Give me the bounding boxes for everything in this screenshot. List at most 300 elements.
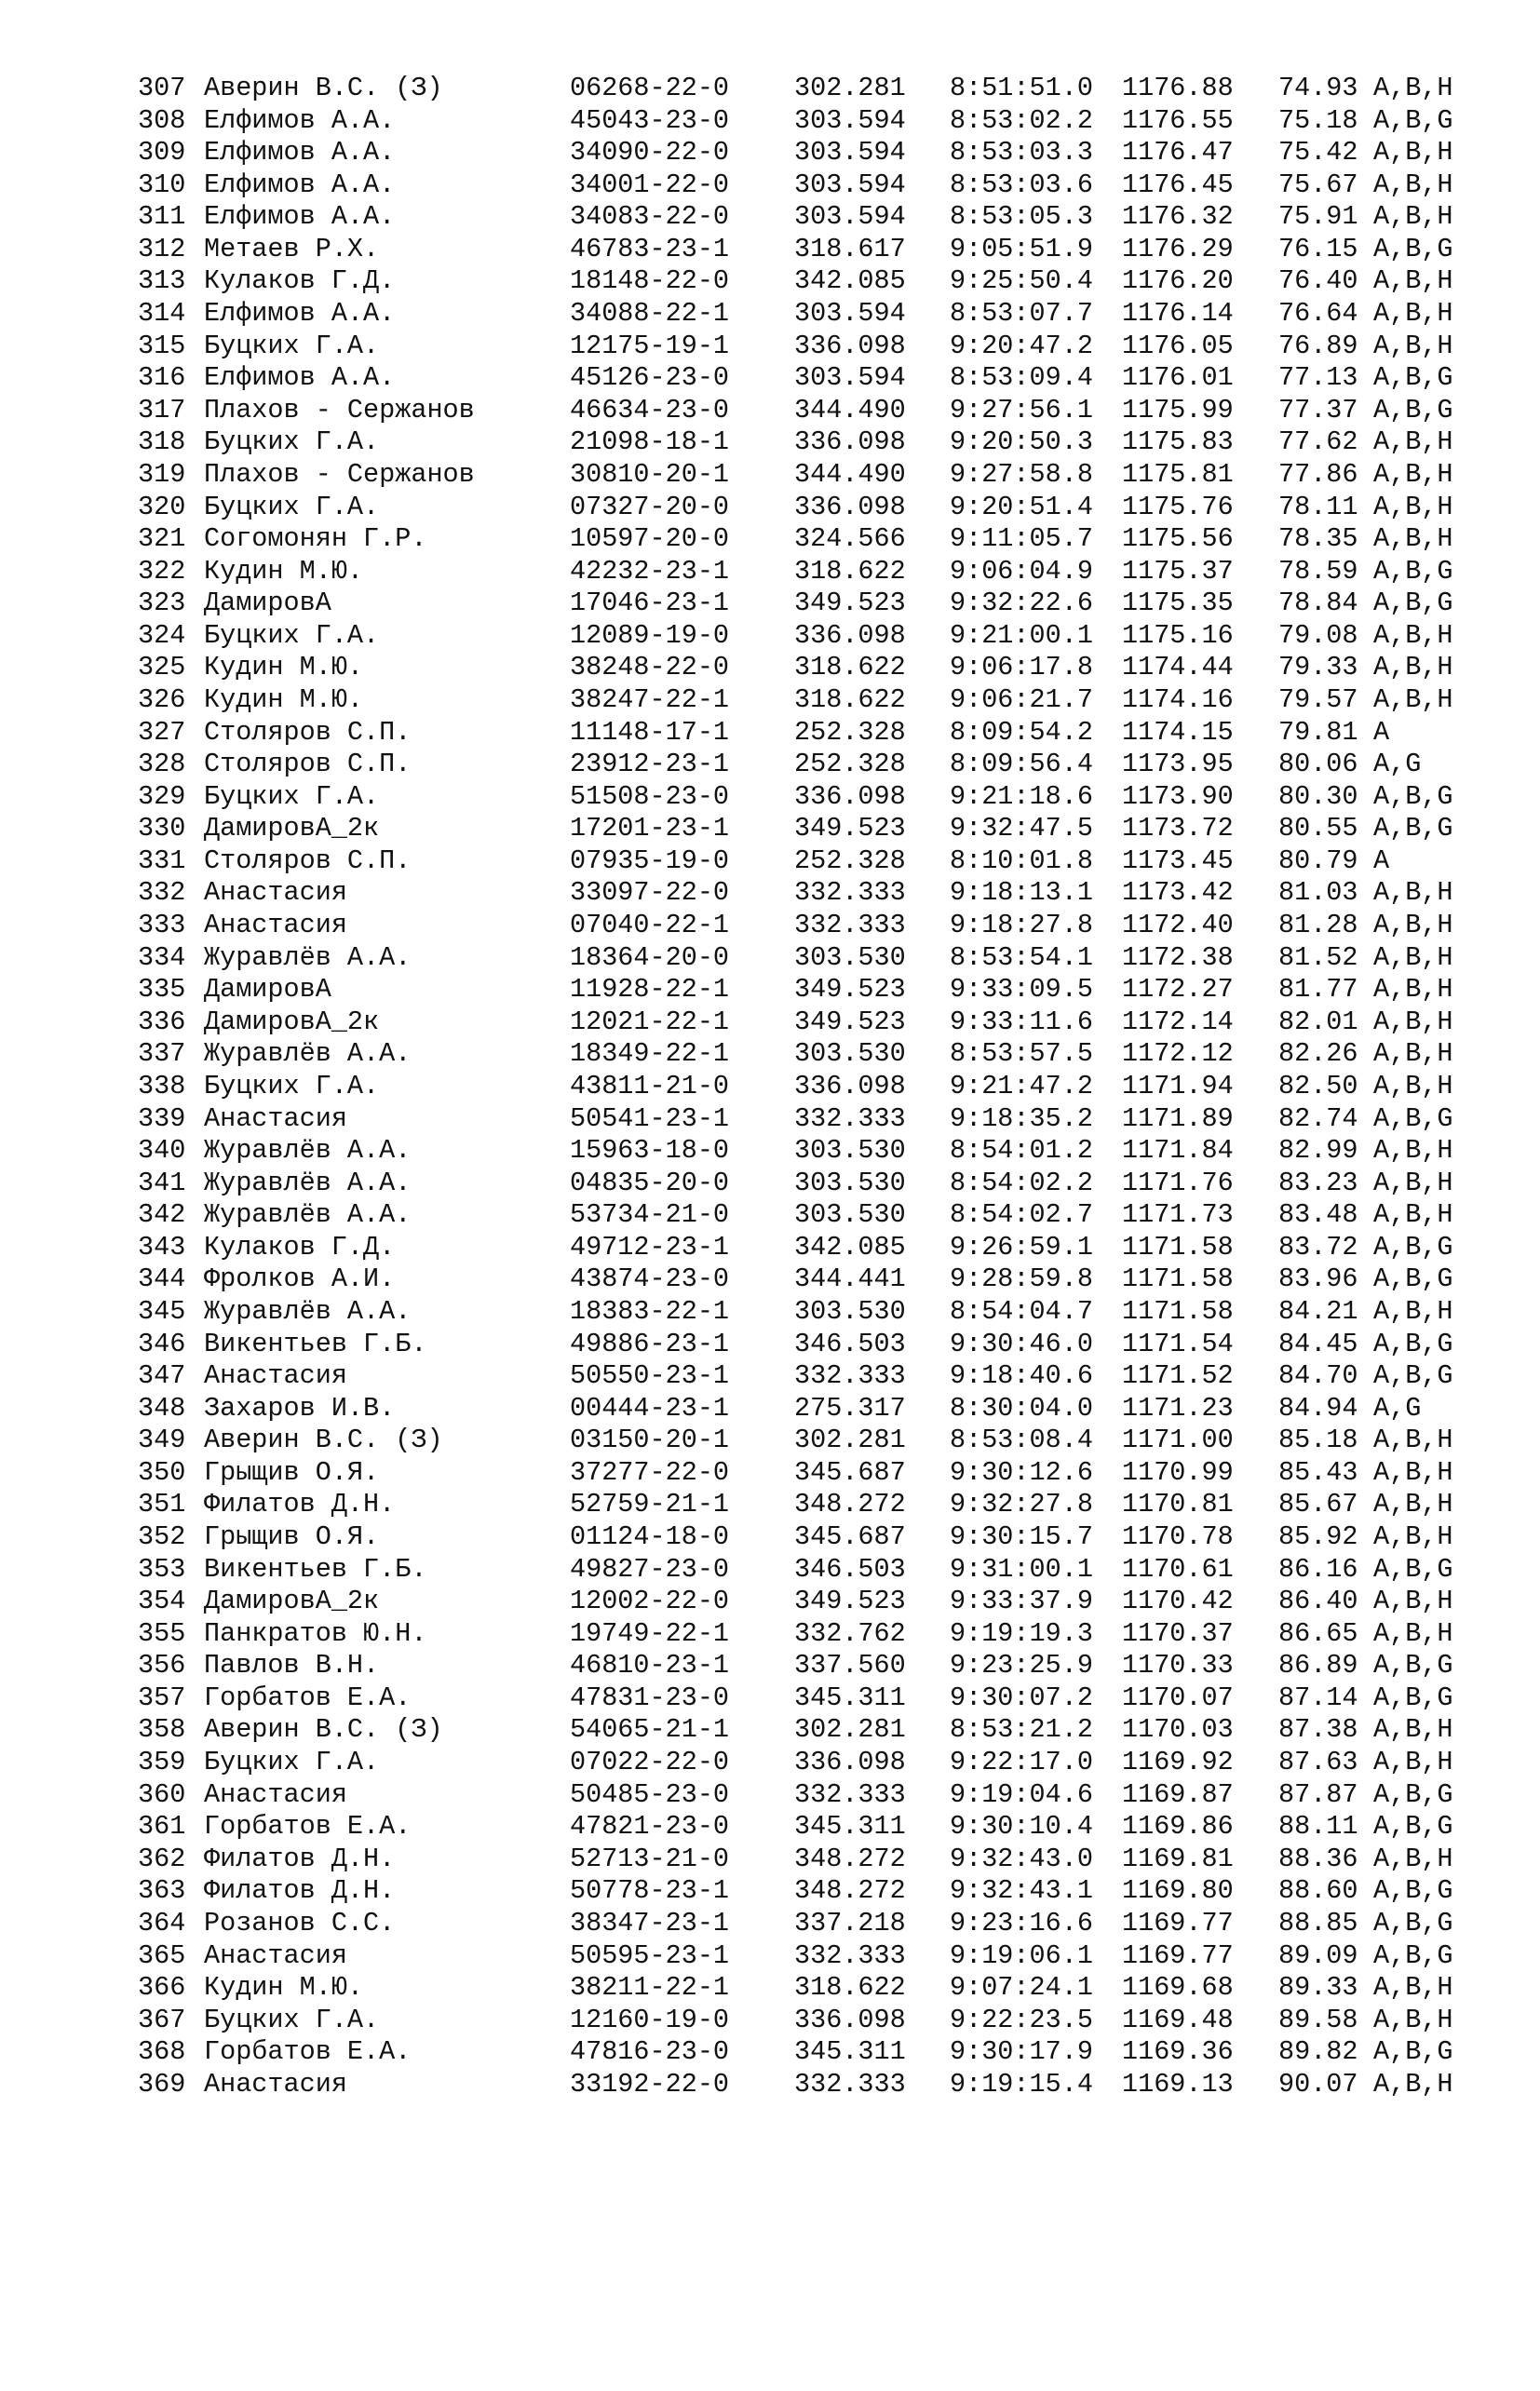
distance-km: 303.594 bbox=[794, 137, 906, 169]
arrival-time: 9:30:12.6 bbox=[950, 1456, 1093, 1488]
speed-value: 1169.13 bbox=[1122, 2068, 1234, 2100]
distance-km: 336.098 bbox=[794, 619, 906, 651]
fancier-name: ДамировА bbox=[204, 588, 331, 619]
ring-number: 17201-23-1 bbox=[570, 813, 730, 844]
speed-value: 1171.84 bbox=[1122, 1135, 1234, 1167]
speed-value: 1169.80 bbox=[1122, 1875, 1234, 1907]
category-flags: A,B,G bbox=[1373, 1778, 1453, 1810]
place-number: 311 bbox=[138, 201, 186, 233]
category-flags: A,B,G bbox=[1373, 1360, 1453, 1392]
distance-km: 332.333 bbox=[794, 2068, 906, 2100]
fancier-name: Анастасия bbox=[204, 910, 347, 941]
coefficient-value: 81.28 bbox=[1278, 910, 1358, 941]
distance-km: 318.622 bbox=[794, 1972, 906, 2004]
distance-km: 324.566 bbox=[794, 523, 906, 555]
coefficient-value: 88.60 bbox=[1278, 1875, 1358, 1907]
fancier-name: ДамировА_2к bbox=[204, 813, 380, 844]
place-number: 351 bbox=[138, 1489, 186, 1520]
category-flags: A,B,H bbox=[1373, 265, 1453, 297]
speed-value: 1169.77 bbox=[1122, 1939, 1234, 1971]
place-number: 346 bbox=[138, 1328, 186, 1359]
ring-number: 38347-23-1 bbox=[570, 1907, 730, 1938]
fancier-name: Буцких Г.А. bbox=[204, 330, 380, 361]
ring-number: 21098-18-1 bbox=[570, 426, 730, 458]
category-flags: A bbox=[1373, 716, 1390, 748]
distance-km: 345.311 bbox=[794, 2036, 906, 2068]
arrival-time: 9:06:04.9 bbox=[950, 555, 1093, 587]
result-row-343 bbox=[0, 1232, 1540, 1264]
fancier-name: Плахов - Сержанов bbox=[204, 458, 475, 490]
arrival-time: 9:32:43.1 bbox=[950, 1875, 1093, 1907]
place-number: 349 bbox=[138, 1425, 186, 1456]
fancier-name: Аверин В.С. (З) bbox=[204, 1714, 443, 1746]
fancier-name: Аверин В.С. (З) bbox=[204, 73, 443, 103]
ring-number: 34088-22-1 bbox=[570, 298, 730, 330]
ring-number: 45043-23-0 bbox=[570, 104, 730, 136]
fancier-name: Елфимов А.А. bbox=[204, 104, 396, 136]
place-number: 342 bbox=[138, 1199, 186, 1231]
category-flags: A,B,H bbox=[1373, 877, 1453, 909]
ring-number: 52713-21-0 bbox=[570, 1843, 730, 1874]
result-row-335 bbox=[0, 974, 1540, 1006]
result-row-366 bbox=[0, 1972, 1540, 2005]
speed-value: 1174.15 bbox=[1122, 716, 1234, 748]
arrival-time: 9:21:00.1 bbox=[950, 619, 1093, 651]
speed-value: 1173.72 bbox=[1122, 813, 1234, 844]
coefficient-value: 76.40 bbox=[1278, 265, 1358, 297]
result-row-334 bbox=[0, 942, 1540, 975]
place-number: 356 bbox=[138, 1650, 186, 1682]
fancier-name: Столяров С.П. bbox=[204, 716, 412, 748]
ring-number: 06268-22-0 bbox=[570, 73, 730, 103]
place-number: 366 bbox=[138, 1972, 186, 2004]
category-flags: A,B,H bbox=[1373, 1521, 1453, 1553]
coefficient-value: 82.99 bbox=[1278, 1135, 1358, 1167]
ring-number: 07022-22-0 bbox=[570, 1747, 730, 1778]
speed-value: 1171.76 bbox=[1122, 1167, 1234, 1198]
fancier-name: Елфимов А.А. bbox=[204, 201, 396, 233]
fancier-name: Анастасия bbox=[204, 877, 347, 909]
speed-value: 1169.92 bbox=[1122, 1747, 1234, 1778]
arrival-time: 9:18:35.2 bbox=[950, 1102, 1093, 1134]
category-flags: A,B,G bbox=[1373, 1263, 1453, 1295]
distance-km: 349.523 bbox=[794, 813, 906, 844]
speed-value: 1174.44 bbox=[1122, 652, 1234, 683]
arrival-time: 9:19:19.3 bbox=[950, 1617, 1093, 1649]
arrival-time: 9:21:18.6 bbox=[950, 780, 1093, 812]
speed-value: 1169.87 bbox=[1122, 1778, 1234, 1810]
coefficient-value: 77.13 bbox=[1278, 362, 1358, 394]
fancier-name: Буцких Г.А. bbox=[204, 619, 380, 651]
distance-km: 346.503 bbox=[794, 1328, 906, 1359]
place-number: 358 bbox=[138, 1714, 186, 1746]
result-row-349 bbox=[0, 1425, 1540, 1457]
speed-value: 1173.45 bbox=[1122, 844, 1234, 876]
place-number: 348 bbox=[138, 1392, 186, 1424]
place-number: 359 bbox=[138, 1747, 186, 1778]
place-number: 338 bbox=[138, 1070, 186, 1101]
ring-number: 54065-21-1 bbox=[570, 1714, 730, 1746]
distance-km: 336.098 bbox=[794, 491, 906, 522]
arrival-time: 8:09:54.2 bbox=[950, 716, 1093, 748]
arrival-time: 9:06:21.7 bbox=[950, 683, 1093, 715]
distance-km: 252.328 bbox=[794, 844, 906, 876]
coefficient-value: 78.11 bbox=[1278, 491, 1358, 522]
result-row-320 bbox=[0, 492, 1540, 524]
fancier-name: Филатов Д.Н. bbox=[204, 1843, 396, 1874]
result-row-317 bbox=[0, 395, 1540, 427]
place-number: 334 bbox=[138, 941, 186, 973]
place-number: 318 bbox=[138, 426, 186, 458]
place-number: 310 bbox=[138, 169, 186, 200]
coefficient-value: 78.59 bbox=[1278, 555, 1358, 587]
category-flags: A,B,G bbox=[1373, 1102, 1453, 1134]
arrival-time: 9:30:46.0 bbox=[950, 1328, 1093, 1359]
distance-km: 348.272 bbox=[794, 1843, 906, 1874]
ring-number: 12002-22-0 bbox=[570, 1586, 730, 1617]
category-flags: A,B,H bbox=[1373, 523, 1453, 555]
speed-value: 1172.27 bbox=[1122, 974, 1234, 1006]
ring-number: 46810-23-1 bbox=[570, 1650, 730, 1682]
ring-number: 11148-17-1 bbox=[570, 716, 730, 748]
result-row-368 bbox=[0, 2036, 1540, 2069]
coefficient-value: 80.55 bbox=[1278, 813, 1358, 844]
category-flags: A,B,H bbox=[1373, 683, 1453, 715]
arrival-time: 9:06:17.8 bbox=[950, 652, 1093, 683]
distance-km: 303.594 bbox=[794, 104, 906, 136]
result-row-348 bbox=[0, 1393, 1540, 1425]
coefficient-value: 88.85 bbox=[1278, 1907, 1358, 1938]
category-flags: A,B,H bbox=[1373, 1006, 1453, 1037]
ring-number: 04835-20-0 bbox=[570, 1167, 730, 1198]
result-row-321 bbox=[0, 523, 1540, 556]
place-number: 361 bbox=[138, 1811, 186, 1843]
place-number: 363 bbox=[138, 1875, 186, 1907]
result-row-356 bbox=[0, 1650, 1540, 1682]
category-flags: A,B,H bbox=[1373, 201, 1453, 233]
fancier-name: Анастасия bbox=[204, 1939, 347, 1971]
speed-value: 1176.47 bbox=[1122, 137, 1234, 169]
result-row-336 bbox=[0, 1006, 1540, 1039]
fancier-name: Кудин М.Ю. bbox=[204, 683, 364, 715]
fancier-name: Журавлёв А.А. bbox=[204, 1167, 412, 1198]
fancier-name: Плахов - Сержанов bbox=[204, 394, 475, 426]
ring-number: 46783-23-1 bbox=[570, 233, 730, 264]
coefficient-value: 84.45 bbox=[1278, 1328, 1358, 1359]
place-number: 364 bbox=[138, 1907, 186, 1938]
result-row-314 bbox=[0, 298, 1540, 331]
place-number: 343 bbox=[138, 1231, 186, 1263]
ring-number: 50550-23-1 bbox=[570, 1360, 730, 1392]
fancier-name: Горбатов Е.А. bbox=[204, 1811, 412, 1843]
result-row-341 bbox=[0, 1168, 1540, 1200]
coefficient-value: 86.16 bbox=[1278, 1553, 1358, 1585]
ring-number: 43811-21-0 bbox=[570, 1070, 730, 1101]
distance-km: 303.530 bbox=[794, 1135, 906, 1167]
coefficient-value: 74.93 bbox=[1278, 73, 1358, 103]
category-flags: A,B,H bbox=[1373, 1586, 1453, 1617]
category-flags: A,B,H bbox=[1373, 652, 1453, 683]
place-number: 325 bbox=[138, 652, 186, 683]
distance-km: 348.272 bbox=[794, 1489, 906, 1520]
category-flags: A,B,G bbox=[1373, 1939, 1453, 1971]
category-flags: A,B,G bbox=[1373, 1553, 1453, 1585]
distance-km: 302.281 bbox=[794, 73, 906, 103]
speed-value: 1171.23 bbox=[1122, 1392, 1234, 1424]
result-row-362 bbox=[0, 1844, 1540, 1876]
distance-km: 336.098 bbox=[794, 1747, 906, 1778]
category-flags: A,B,G bbox=[1373, 1650, 1453, 1682]
result-row-344 bbox=[0, 1263, 1540, 1296]
ring-number: 03150-20-1 bbox=[570, 1425, 730, 1456]
speed-value: 1175.35 bbox=[1122, 588, 1234, 619]
coefficient-value: 79.81 bbox=[1278, 716, 1358, 748]
result-row-358 bbox=[0, 1714, 1540, 1747]
speed-value: 1171.00 bbox=[1122, 1425, 1234, 1456]
speed-value: 1176.29 bbox=[1122, 233, 1234, 264]
distance-km: 344.490 bbox=[794, 394, 906, 426]
place-number: 327 bbox=[138, 716, 186, 748]
distance-km: 336.098 bbox=[794, 426, 906, 458]
distance-km: 336.098 bbox=[794, 330, 906, 361]
coefficient-value: 75.18 bbox=[1278, 104, 1358, 136]
category-flags: A,B,G bbox=[1373, 780, 1453, 812]
result-row-359 bbox=[0, 1747, 1540, 1779]
result-row-353 bbox=[0, 1554, 1540, 1587]
result-row-367 bbox=[0, 2005, 1540, 2037]
speed-value: 1171.73 bbox=[1122, 1199, 1234, 1231]
speed-value: 1175.37 bbox=[1122, 555, 1234, 587]
arrival-time: 9:26:59.1 bbox=[950, 1231, 1093, 1263]
arrival-time: 9:18:13.1 bbox=[950, 877, 1093, 909]
category-flags: A,B,G bbox=[1373, 362, 1453, 394]
speed-value: 1173.90 bbox=[1122, 780, 1234, 812]
fancier-name: Буцких Г.А. bbox=[204, 780, 380, 812]
speed-value: 1170.78 bbox=[1122, 1521, 1234, 1553]
result-row-333 bbox=[0, 910, 1540, 942]
ring-number: 34090-22-0 bbox=[570, 137, 730, 169]
result-row-365 bbox=[0, 1940, 1540, 1973]
coefficient-value: 86.65 bbox=[1278, 1617, 1358, 1649]
ring-number: 34083-22-0 bbox=[570, 201, 730, 233]
fancier-name: Метаев Р.Х. bbox=[204, 233, 380, 264]
distance-km: 346.503 bbox=[794, 1553, 906, 1585]
arrival-time: 8:53:02.2 bbox=[950, 104, 1093, 136]
place-number: 321 bbox=[138, 523, 186, 555]
result-row-346 bbox=[0, 1329, 1540, 1361]
coefficient-value: 77.86 bbox=[1278, 458, 1358, 490]
distance-km: 349.523 bbox=[794, 974, 906, 1006]
category-flags: A,B,G bbox=[1373, 1328, 1453, 1359]
distance-km: 303.594 bbox=[794, 201, 906, 233]
ring-number: 11928-22-1 bbox=[570, 974, 730, 1006]
category-flags: A,B,H bbox=[1373, 298, 1453, 330]
fancier-name: Буцких Г.А. bbox=[204, 1747, 380, 1778]
result-row-364 bbox=[0, 1908, 1540, 1940]
category-flags: A,B,H bbox=[1373, 1295, 1453, 1327]
result-row-312 bbox=[0, 234, 1540, 266]
distance-km: 318.622 bbox=[794, 555, 906, 587]
ring-number: 07935-19-0 bbox=[570, 844, 730, 876]
arrival-time: 9:31:00.1 bbox=[950, 1553, 1093, 1585]
speed-value: 1171.58 bbox=[1122, 1263, 1234, 1295]
result-row-340 bbox=[0, 1135, 1540, 1168]
distance-km: 302.281 bbox=[794, 1714, 906, 1746]
arrival-time: 9:22:17.0 bbox=[950, 1747, 1093, 1778]
category-flags: A,B,H bbox=[1373, 1070, 1453, 1101]
distance-km: 349.523 bbox=[794, 1006, 906, 1037]
arrival-time: 9:32:27.8 bbox=[950, 1489, 1093, 1520]
ring-number: 46634-23-0 bbox=[570, 394, 730, 426]
coefficient-value: 83.96 bbox=[1278, 1263, 1358, 1295]
fancier-name: Розанов С.С. bbox=[204, 1907, 396, 1938]
speed-value: 1176.45 bbox=[1122, 169, 1234, 200]
place-number: 360 bbox=[138, 1778, 186, 1810]
distance-km: 342.085 bbox=[794, 265, 906, 297]
place-number: 350 bbox=[138, 1456, 186, 1488]
category-flags: A bbox=[1373, 844, 1390, 876]
speed-value: 1170.07 bbox=[1122, 1682, 1234, 1713]
category-flags: A,B,H bbox=[1373, 910, 1453, 941]
result-row-337 bbox=[0, 1038, 1540, 1071]
speed-value: 1175.76 bbox=[1122, 491, 1234, 522]
speed-value: 1169.48 bbox=[1122, 2004, 1234, 2035]
result-row-308 bbox=[0, 105, 1540, 138]
coefficient-value: 77.37 bbox=[1278, 394, 1358, 426]
ring-number: 38248-22-0 bbox=[570, 652, 730, 683]
coefficient-value: 78.35 bbox=[1278, 523, 1358, 555]
place-number: 368 bbox=[138, 2036, 186, 2068]
speed-value: 1169.77 bbox=[1122, 1907, 1234, 1938]
ring-number: 07040-22-1 bbox=[570, 910, 730, 941]
coefficient-value: 89.82 bbox=[1278, 2036, 1358, 2068]
result-row-331 bbox=[0, 845, 1540, 878]
speed-value: 1176.05 bbox=[1122, 330, 1234, 361]
category-flags: A,B,G bbox=[1373, 1231, 1453, 1263]
category-flags: A,B,H bbox=[1373, 1617, 1453, 1649]
fancier-name: Буцких Г.А. bbox=[204, 426, 380, 458]
distance-km: 332.333 bbox=[794, 1360, 906, 1392]
category-flags: A,B,H bbox=[1373, 1714, 1453, 1746]
result-row-324 bbox=[0, 620, 1540, 653]
coefficient-value: 81.52 bbox=[1278, 941, 1358, 973]
arrival-time: 8:53:03.3 bbox=[950, 137, 1093, 169]
result-row-330 bbox=[0, 813, 1540, 845]
place-number: 341 bbox=[138, 1167, 186, 1198]
ring-number: 18383-22-1 bbox=[570, 1295, 730, 1327]
fancier-name: Филатов Д.Н. bbox=[204, 1875, 396, 1907]
arrival-time: 9:21:47.2 bbox=[950, 1070, 1093, 1101]
ring-number: 33097-22-0 bbox=[570, 877, 730, 909]
ring-number: 49827-23-0 bbox=[570, 1553, 730, 1585]
distance-km: 303.530 bbox=[794, 1167, 906, 1198]
ring-number: 23912-23-1 bbox=[570, 749, 730, 780]
category-flags: A,B,H bbox=[1373, 491, 1453, 522]
arrival-time: 9:23:25.9 bbox=[950, 1650, 1093, 1682]
distance-km: 332.333 bbox=[794, 1102, 906, 1134]
result-row-354 bbox=[0, 1586, 1540, 1618]
fancier-name: Журавлёв А.А. bbox=[204, 1135, 412, 1167]
ring-number: 12021-22-1 bbox=[570, 1006, 730, 1037]
speed-value: 1169.68 bbox=[1122, 1972, 1234, 2004]
arrival-time: 9:19:15.4 bbox=[950, 2068, 1093, 2100]
coefficient-value: 87.63 bbox=[1278, 1747, 1358, 1778]
place-number: 352 bbox=[138, 1521, 186, 1553]
coefficient-value: 76.64 bbox=[1278, 298, 1358, 330]
coefficient-value: 84.21 bbox=[1278, 1295, 1358, 1327]
place-number: 331 bbox=[138, 844, 186, 876]
coefficient-value: 85.92 bbox=[1278, 1521, 1358, 1553]
ring-number: 52759-21-1 bbox=[570, 1489, 730, 1520]
fancier-name: Журавлёв А.А. bbox=[204, 1038, 412, 1070]
ring-number: 30810-20-1 bbox=[570, 458, 730, 490]
fancier-name: Захаров И.В. bbox=[204, 1392, 396, 1424]
fancier-name: Буцких Г.А. bbox=[204, 2004, 380, 2035]
coefficient-value: 79.08 bbox=[1278, 619, 1358, 651]
fancier-name: Елфимов А.А. bbox=[204, 362, 396, 394]
arrival-time: 9:19:06.1 bbox=[950, 1939, 1093, 1971]
category-flags: A,B,H bbox=[1373, 2004, 1453, 2035]
result-row-345 bbox=[0, 1296, 1540, 1329]
place-number: 345 bbox=[138, 1295, 186, 1327]
result-row-338 bbox=[0, 1071, 1540, 1103]
category-flags: A,B,H bbox=[1373, 2068, 1453, 2100]
coefficient-value: 82.26 bbox=[1278, 1038, 1358, 1070]
arrival-time: 9:33:11.6 bbox=[950, 1006, 1093, 1037]
ring-number: 47831-23-0 bbox=[570, 1682, 730, 1713]
result-row-332 bbox=[0, 877, 1540, 910]
category-flags: A,B,H bbox=[1373, 137, 1453, 169]
arrival-time: 8:09:56.4 bbox=[950, 749, 1093, 780]
fancier-name: Журавлёв А.А. bbox=[204, 1199, 412, 1231]
coefficient-value: 86.40 bbox=[1278, 1586, 1358, 1617]
speed-value: 1171.52 bbox=[1122, 1360, 1234, 1392]
ring-number: 51508-23-0 bbox=[570, 780, 730, 812]
result-row-327 bbox=[0, 717, 1540, 750]
ring-number: 45126-23-0 bbox=[570, 362, 730, 394]
ring-number: 49886-23-1 bbox=[570, 1328, 730, 1359]
arrival-time: 9:33:09.5 bbox=[950, 974, 1093, 1006]
speed-value: 1170.99 bbox=[1122, 1456, 1234, 1488]
arrival-time: 9:32:47.5 bbox=[950, 813, 1093, 844]
speed-value: 1172.14 bbox=[1122, 1006, 1234, 1037]
fancier-name: ДамировА_2к bbox=[204, 1586, 380, 1617]
category-flags: A,B,H bbox=[1373, 169, 1453, 200]
ring-number: 19749-22-1 bbox=[570, 1617, 730, 1649]
place-number: 347 bbox=[138, 1360, 186, 1392]
fancier-name: Кудин М.Ю. bbox=[204, 652, 364, 683]
place-number: 357 bbox=[138, 1682, 186, 1713]
result-row-342 bbox=[0, 1199, 1540, 1232]
category-flags: A,B,H bbox=[1373, 619, 1453, 651]
speed-value: 1176.88 bbox=[1122, 73, 1234, 103]
fancier-name: Анастасия bbox=[204, 1102, 347, 1134]
coefficient-value: 89.58 bbox=[1278, 2004, 1358, 2035]
fancier-name: Елфимов А.А. bbox=[204, 169, 396, 200]
category-flags: A,B,G bbox=[1373, 1875, 1453, 1907]
arrival-time: 9:18:40.6 bbox=[950, 1360, 1093, 1392]
ring-number: 17046-23-1 bbox=[570, 588, 730, 619]
coefficient-value: 89.09 bbox=[1278, 1939, 1358, 1971]
place-number: 313 bbox=[138, 265, 186, 297]
fancier-name: Горбатов Е.А. bbox=[204, 1682, 412, 1713]
ring-number: 10597-20-0 bbox=[570, 523, 730, 555]
distance-km: 303.530 bbox=[794, 941, 906, 973]
arrival-time: 8:54:04.7 bbox=[950, 1295, 1093, 1327]
ring-number: 12089-19-0 bbox=[570, 619, 730, 651]
ring-number: 18364-20-0 bbox=[570, 941, 730, 973]
arrival-time: 9:32:22.6 bbox=[950, 588, 1093, 619]
